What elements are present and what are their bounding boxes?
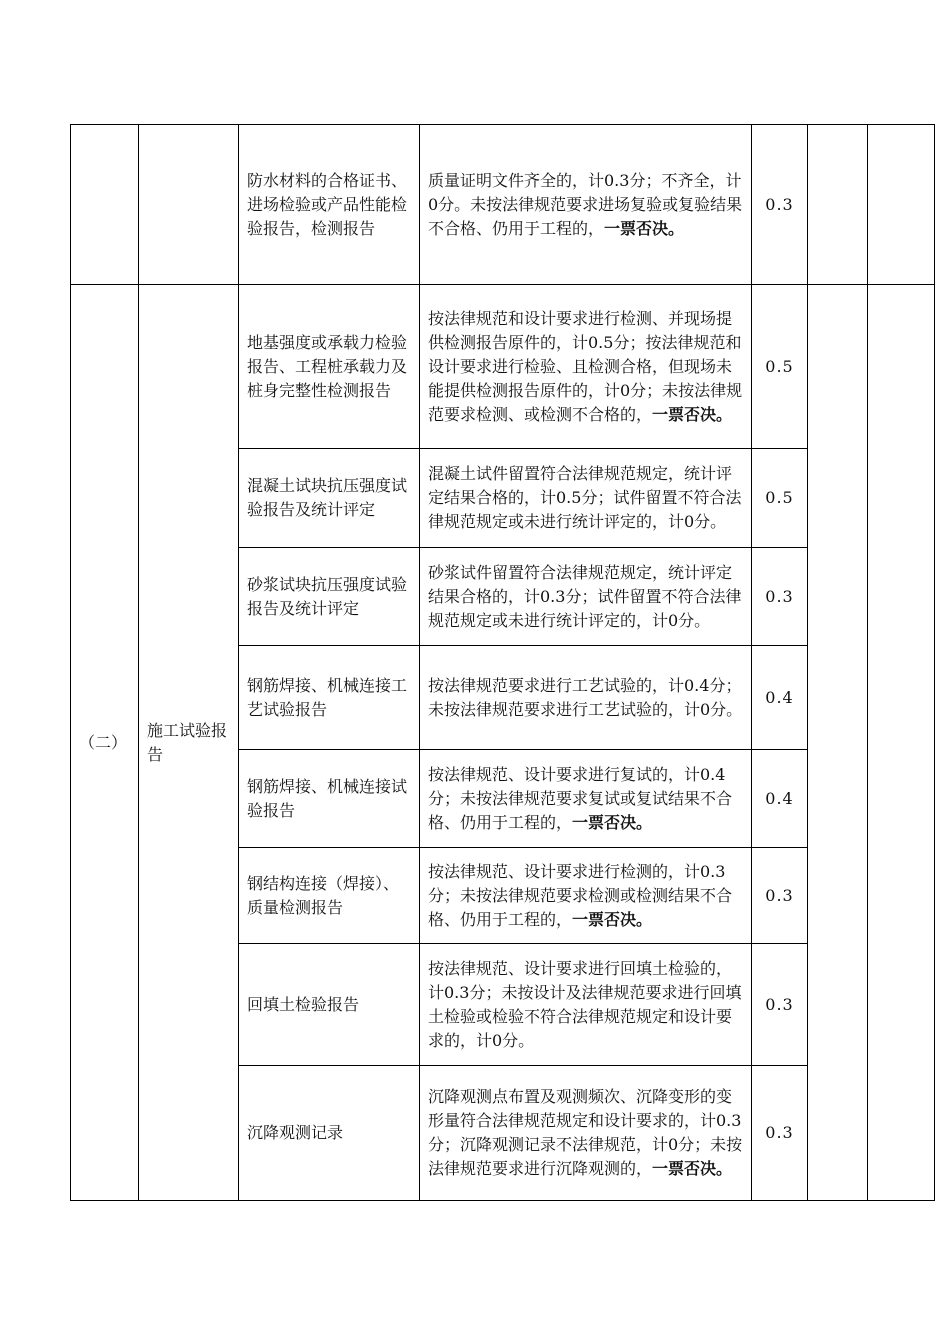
criteria-text: 沉降观测点布置及观测频次、沉降变形的变形量符合法律规范规定和设计要求的，计0.3分；沉降观测记录不法律规范，计0分；未按法律规范要求进行沉降观测的， (428, 1087, 743, 1178)
score-cell: 0.3 (752, 944, 808, 1066)
criteria-cell (420, 750, 752, 848)
veto-text: 一票否决。 (652, 1159, 733, 1178)
criteria-text: 按法律规范、设计要求进行检测的，计0.3分；未按法律规范要求检测或检测结果不合格、仍用于工程的， (428, 861, 733, 929)
criteria-text: 砂浆试件留置符合法律规范规定，统计评定结果合格的，计0.3分；试件留置不符合法律规范规定或未进行统计评定的，计0分。 (428, 562, 742, 630)
item-cell: 钢筋焊接、机械连接工艺试验报告 (239, 646, 420, 750)
score-cell: 0.3 (752, 1066, 808, 1201)
actual-score-cell (808, 125, 868, 285)
criteria-cell (420, 285, 752, 449)
veto-text: 一票否决。 (572, 812, 653, 832)
remark-cell (868, 125, 935, 285)
criteria-text: 按法律规范、设计要求进行回填土检验的，计0.3分；未按设计及法律规范要求进行回填土检验或检验不符合法律规范规定和设计要求的，计0分。 (428, 958, 742, 1050)
criteria-cell (420, 646, 752, 750)
criteria-text: 按法律规范、设计要求进行复试的，计0.4分；未按法律规范要求复试或复试结果不合格、仍用于工程的， (428, 764, 733, 832)
item-cell: 钢筋焊接、机械连接试验报告 (239, 750, 420, 848)
criteria-cell (420, 449, 752, 548)
item-cell: 混凝土试块抗压强度试验报告及统计评定 (239, 449, 420, 548)
criteria-text: 质量证明文件齐全的，计0.3分；不齐全，计0分。未按法律规范要求进场复验或复验结果不合格、仍用于工程的， (428, 170, 743, 238)
section-number: （二） (71, 285, 139, 1201)
section-title-cell (139, 125, 239, 285)
veto-text: 一票否决。 (652, 404, 733, 424)
score-cell: 0.5 (752, 449, 808, 548)
evaluation-table (70, 124, 935, 1201)
section-number-cell (71, 125, 139, 285)
score-cell: 0.5 (752, 285, 808, 449)
score-cell: 0.3 (752, 848, 808, 944)
item-cell: 钢结构连接（焊接）、质量检测报告 (239, 848, 420, 944)
item-cell: 地基强度或承载力检验报告、工程桩承载力及桩身完整性检测报告 (239, 285, 420, 449)
remark-cell (868, 285, 935, 1201)
criteria-text: 按法律规范和设计要求进行检测、并现场提供检测报告原件的，计0.5分；按法律规范和设计要求进行检验、且检测合格，但现场未能提供检测报告原件的，计0分；未按法律规范要求检测、或检测不合格的， (428, 308, 743, 424)
score-cell: 0.4 (752, 646, 808, 750)
score-cell: 0.4 (752, 750, 808, 848)
criteria-text: 混凝土试件留置符合法律规范规定，统计评定结果合格的，计0.5分；试件留置不符合法律规范规定或未进行统计评定的，计0分。 (428, 464, 742, 531)
criteria-cell (420, 848, 752, 944)
item-cell: 防水材料的合格证书、进场检验或产品性能检验报告，检测报告 (239, 125, 420, 285)
table-row (71, 285, 935, 449)
criteria-cell (420, 1066, 752, 1201)
criteria-cell (420, 548, 752, 646)
veto-text: 一票否决。 (572, 909, 653, 929)
section-title: 施工试验报告 (139, 285, 239, 1201)
item-cell: 砂浆试块抗压强度试验报告及统计评定 (239, 548, 420, 646)
item-cell: 回填土检验报告 (239, 944, 420, 1066)
item-cell: 沉降观测记录 (239, 1066, 420, 1201)
criteria-cell (420, 125, 752, 285)
veto-text: 一票否决。 (604, 218, 685, 238)
table-row (71, 125, 935, 285)
criteria-text: 按法律规范要求进行工艺试验的，计0.4分；未按法律规范要求进行工艺试验的，计0分。 (428, 675, 743, 719)
actual-score-cell (808, 285, 868, 1201)
score-cell: 0.3 (752, 125, 808, 285)
criteria-cell (420, 944, 752, 1066)
score-cell: 0.3 (752, 548, 808, 646)
